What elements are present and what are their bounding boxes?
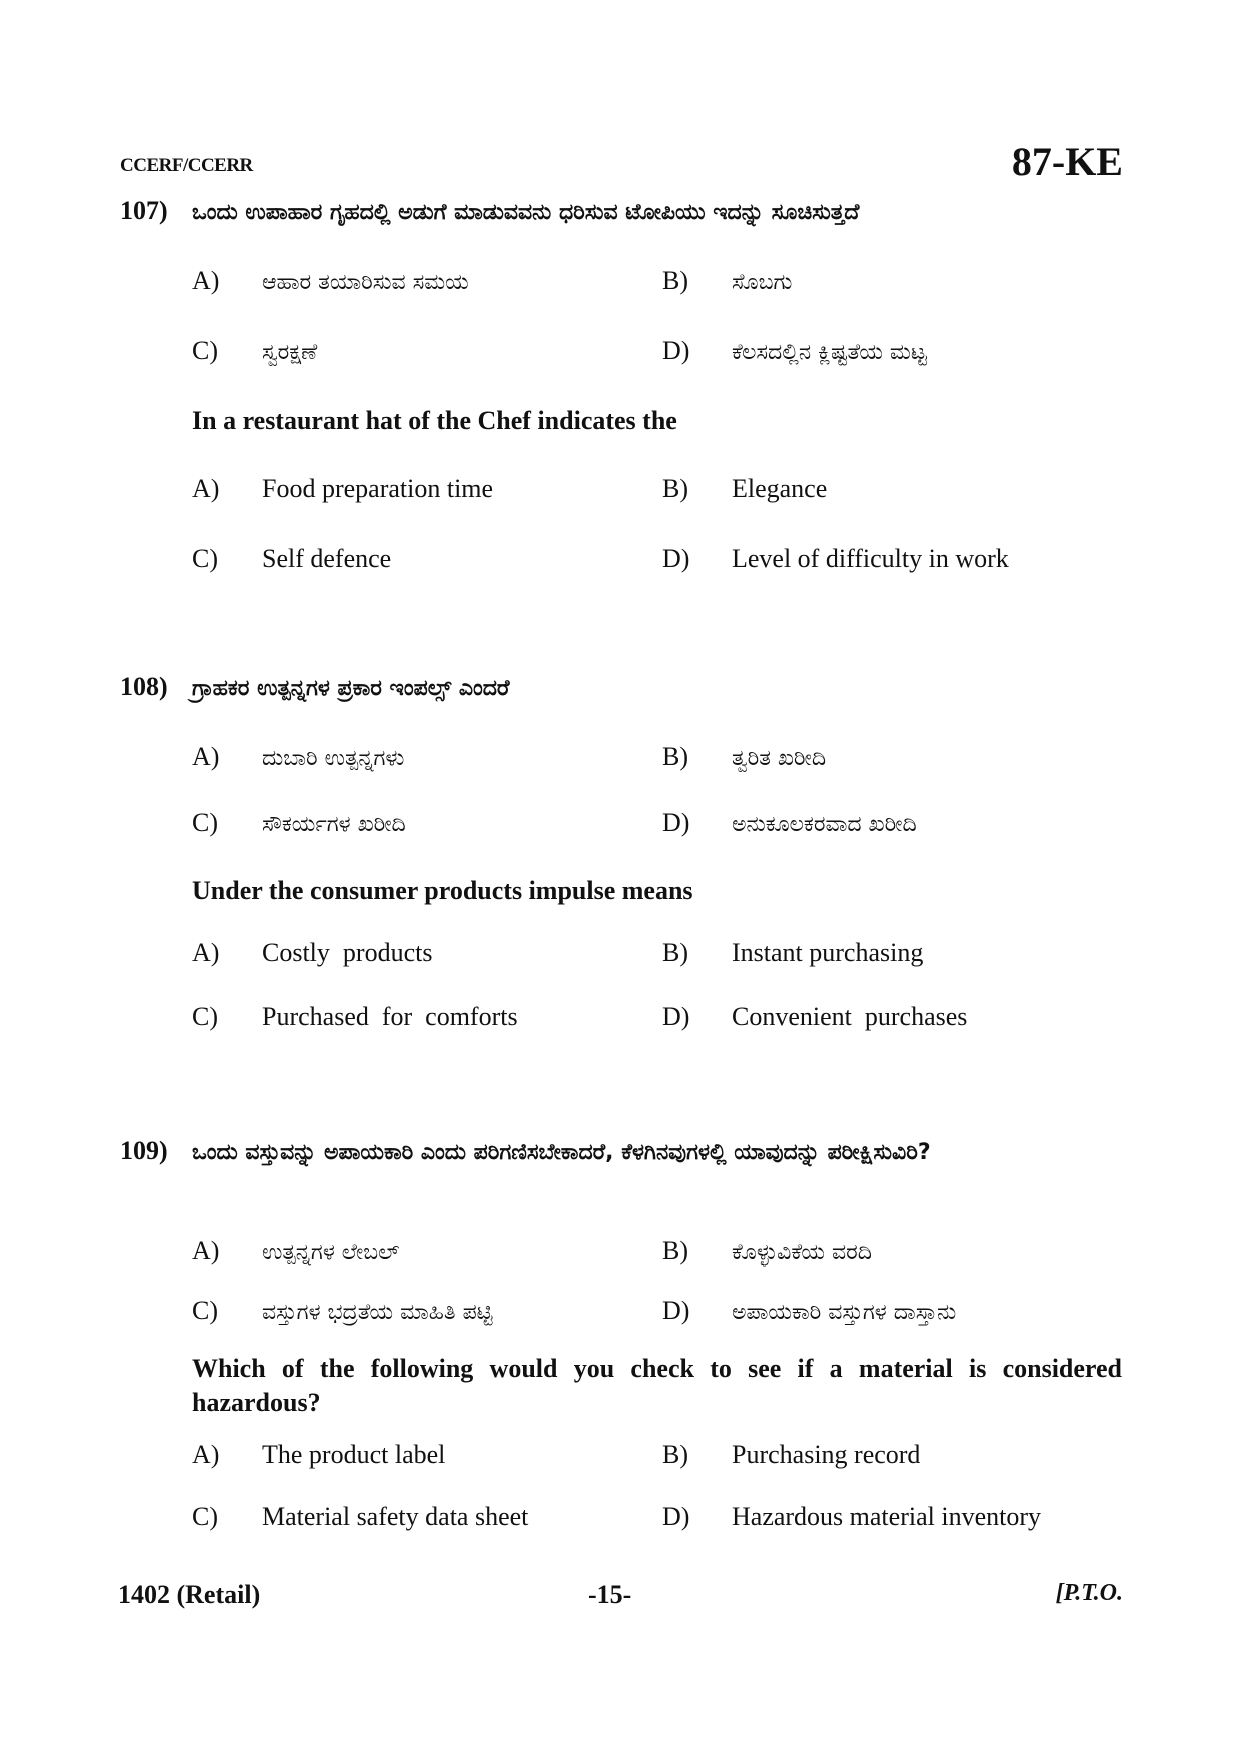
option-a-kannada: A) ದುಬಾರಿ ಉತ್ಪನ್ನಗಳು — [192, 742, 405, 771]
option-c-english: C) Purchased for comforts — [192, 1002, 518, 1031]
please-turn-over: [P.T.O. — [1055, 1580, 1123, 1606]
option-b-kannada: B) ತ್ವರಿತ ಖರೀದಿ — [662, 742, 827, 771]
question-number: 107) — [120, 196, 168, 225]
option-b-english: B) Purchasing record — [662, 1440, 921, 1469]
question-text-english: Which of the following would you check to see if a material is considered hazardous? — [192, 1354, 1122, 1417]
option-c-english: C) Self defence — [192, 544, 392, 573]
question-number: 108) — [120, 672, 168, 701]
option-a-english: A) Costly products — [192, 938, 433, 967]
option-d-english: D) Hazardous material inventory — [662, 1502, 1041, 1531]
option-a-kannada: A) ಆಹಾರ ತಯಾರಿಸುವ ಸಮಯ — [192, 266, 469, 295]
page-number: -15- — [588, 1580, 632, 1609]
option-a-english: A) The product label — [192, 1440, 446, 1469]
option-d-kannada: D) ಅನುಕೂಲಕರವಾದ ಖರೀದಿ — [662, 808, 917, 837]
option-c-kannada: C) ಸೌಕರ್ಯಗಳ ಖರೀದಿ — [192, 808, 406, 837]
question-number: 109) — [120, 1136, 168, 1165]
option-d-english: D) Level of difficulty in work — [662, 544, 1009, 573]
option-a-kannada: A) ಉತ್ಪನ್ನಗಳ ಲೇಬಲ್ — [192, 1236, 400, 1265]
paper-code: 87-KE — [1011, 139, 1123, 184]
option-d-kannada: D) ಅಪಾಯಕಾರಿ ವಸ್ತುಗಳ ದಾಸ್ತಾನು — [662, 1296, 957, 1325]
option-b-english: B) Elegance — [662, 474, 828, 503]
question-text-kannada: ಗ್ರಾಹಕರ ಉತ್ಪನ್ನಗಳ ಪ್ರಕಾರ ಇಂಪಲ್ಸ್ ಎಂದರೆ — [192, 676, 510, 701]
option-d-english: D) Convenient purchases — [662, 1002, 968, 1031]
option-c-kannada: C) ವಸ್ತುಗಳ ಭದ್ರತೆಯ ಮಾಹಿತಿ ಪಟ್ಟಿ — [192, 1296, 493, 1325]
option-c-english: C) Material safety data sheet — [192, 1502, 529, 1531]
footer-subject: 1402 (Retail) — [118, 1580, 261, 1609]
question-text-english: Under the consumer products impulse means — [192, 876, 693, 905]
option-a-english: A) Food preparation time — [192, 474, 494, 503]
exam-code: CCERF/CCERR — [120, 155, 253, 176]
option-c-kannada: C) ಸ್ವರಕ್ಷಣೆ — [192, 336, 318, 365]
option-b-english: B) Instant purchasing — [662, 938, 924, 967]
question-text-english: In a restaurant hat of the Chef indicates the — [192, 406, 677, 435]
option-b-kannada: B) ಸೊಬಗು — [662, 266, 793, 295]
question-text-kannada: ಒಂದು ವಸ್ತುವನ್ನು ಅಪಾಯಕಾರಿ ಎಂದು ಪರಿಗಣಿಸಬೇಕಾದರೆ, ಕೆಳಗಿನವುಗಳಲ್ಲಿ ಯಾವುದನ್ನು ಪರೀಕ್ಷಿಸುವಿರಿ? — [192, 1140, 931, 1165]
question-text-kannada: ಒಂದು ಉಪಾಹಾರ ಗೃಹದಲ್ಲಿ ಅಡುಗೆ ಮಾಡುವವನು ಧರಿಸುವ ಟೋಪಿಯು ಇದನ್ನು ಸೂಚಿಸುತ್ತದೆ — [192, 200, 860, 225]
option-b-kannada: B) ಕೊಳ್ಳುವಿಕೆಯ ವರದಿ — [662, 1236, 872, 1265]
option-d-kannada: D) ಕೆಲಸದಲ್ಲಿನ ಕ್ಲಿಷ್ಟತೆಯ ಮಟ್ಟ — [662, 336, 927, 365]
